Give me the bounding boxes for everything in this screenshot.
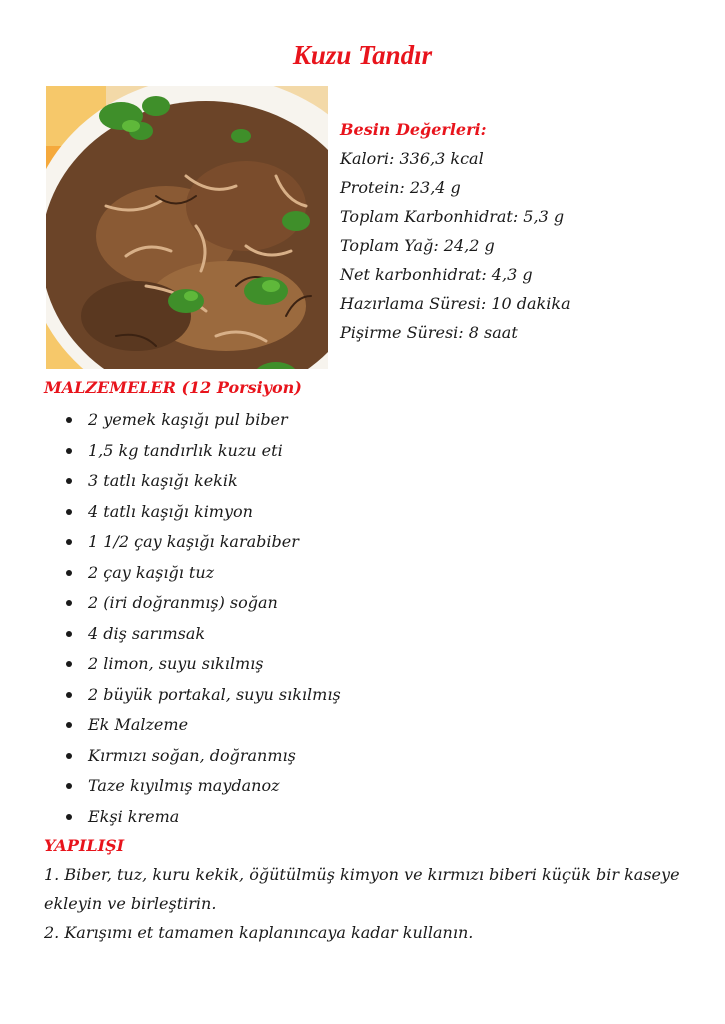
nutrition-net-carbs: Net karbonhidrat: 4,3 g — [340, 265, 533, 284]
nutrition-cook-time: Pişirme Süresi: 8 saat — [340, 323, 518, 342]
instruction-step: 1. Biber, tuz, kuru kekik, öğütülmüş kimyon ve kırmızı biberi küçük bir kaseye ekleyin ve birleştirin. — [44, 865, 680, 913]
nutrition-total-carbs: Toplam Karbonhidrat: 5,3 g — [340, 207, 565, 226]
list-item: 2 yemek kaşığı pul biber — [44, 405, 341, 436]
list-item: 4 diş sarımsak — [44, 619, 341, 650]
list-item: 4 tatlı kaşığı kimyon — [44, 497, 341, 528]
list-item: 2 limon, suyu sıkılmış — [44, 649, 341, 680]
bullet-icon — [66, 570, 72, 576]
bullet-icon — [66, 539, 72, 545]
list-item: Ek Malzeme — [44, 710, 341, 741]
list-item: 1,5 kg tandırlık kuzu eti — [44, 436, 341, 467]
list-item: Taze kıyılmış maydanoz — [44, 771, 341, 802]
pulled-lamb-dish-icon — [46, 86, 328, 369]
ingredients-heading: MALZEMELER (12 Porsiyon) — [44, 378, 302, 397]
bullet-icon — [66, 814, 72, 820]
page-title: Kuzu Tandır — [292, 40, 433, 70]
bullet-icon — [66, 783, 72, 789]
nutrition-protein: Protein: 23,4 g — [340, 178, 461, 197]
bullet-icon — [66, 478, 72, 484]
nutrition-total-fat: Toplam Yağ: 24,2 g — [340, 236, 495, 255]
list-item: Kırmızı soğan, doğranmış — [44, 741, 341, 772]
instructions-heading: YAPILIŞI — [44, 836, 125, 855]
list-item: 2 (iri doğranmış) soğan — [44, 588, 341, 619]
instructions-steps — [44, 860, 684, 947]
bullet-icon — [66, 722, 72, 728]
bullet-icon — [66, 417, 72, 423]
bullet-icon — [66, 631, 72, 637]
instruction-step: 2. Karışımı et tamamen kaplanıncaya kadar kullanın. — [44, 923, 474, 942]
ingredients-list — [44, 405, 341, 832]
nutrition-calories: Kalori: 336,3 kcal — [340, 149, 484, 168]
list-item: 2 büyük portakal, suyu sıkılmış — [44, 680, 341, 711]
bullet-icon — [66, 448, 72, 454]
bullet-icon — [66, 661, 72, 667]
nutrition-facts — [340, 115, 571, 347]
bullet-icon — [66, 509, 72, 515]
bullet-icon — [66, 692, 72, 698]
nutrition-prep-time: Hazırlama Süresi: 10 dakika — [340, 294, 571, 313]
list-item: 1 1/2 çay kaşığı karabiber — [44, 527, 341, 558]
list-item: 2 çay kaşığı tuz — [44, 558, 341, 589]
recipe-photo — [46, 86, 328, 369]
bullet-icon — [66, 600, 72, 606]
nutrition-heading: Besin Değerleri: — [340, 120, 487, 139]
bullet-icon — [66, 753, 72, 759]
list-item: 3 tatlı kaşığı kekik — [44, 466, 341, 497]
list-item: Ekşi krema — [44, 802, 341, 833]
